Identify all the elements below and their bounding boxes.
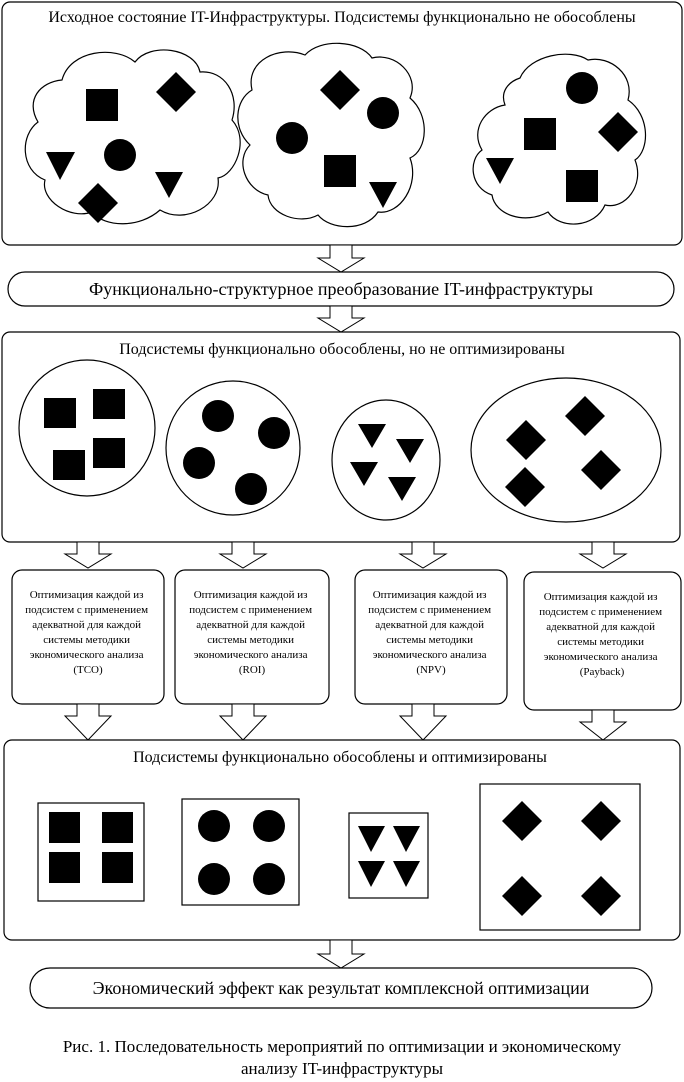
square-shape	[324, 155, 356, 187]
circle-shape	[198, 863, 230, 895]
optimization-text-line: подсистем с применением	[368, 604, 492, 616]
optimization-box-roi	[175, 570, 329, 704]
circle-shape	[104, 139, 136, 171]
circle-shape	[367, 97, 399, 129]
circle-shape	[258, 417, 290, 449]
square-subsystem-ellipse	[19, 360, 155, 496]
optimization-text-line: (Payback)	[579, 666, 625, 678]
optimization-text-line: системы методики	[386, 634, 474, 646]
down-arrow	[220, 704, 266, 740]
circle-shape	[198, 810, 230, 842]
optimization-text-line: системы методики	[43, 634, 131, 646]
down-arrow	[400, 704, 446, 740]
optimization-text-line: Оптимизация каждой из	[543, 591, 658, 603]
optimization-box-tco	[12, 570, 164, 704]
down-arrow	[318, 940, 364, 968]
separated-title: Подсистемы функционально обособлены, но не оптимизированы	[119, 341, 565, 358]
optimization-text-line: экономического анализа	[543, 651, 658, 663]
optimization-text-line: подсистем с применением	[25, 604, 149, 616]
optimization-text-line: подсистем с применением	[189, 604, 313, 616]
down-arrow	[220, 542, 266, 568]
optimization-text-line: (ROI)	[238, 664, 266, 676]
triangle-subsystem-ellipse	[332, 400, 440, 520]
optimization-text-line: (NPV)	[416, 664, 446, 676]
optimization-text-line: системы методики	[557, 636, 645, 648]
optimization-text-line: подсистем с применением	[539, 606, 663, 618]
square-shape	[93, 389, 125, 419]
optimization-text-line: экономического анализа	[372, 649, 487, 661]
optimization-text-line: адекватной для каждой	[375, 619, 484, 631]
down-arrow	[318, 245, 364, 272]
separated-section	[2, 332, 680, 542]
square-shape	[44, 398, 76, 428]
square-shape	[49, 852, 80, 883]
down-arrow	[318, 306, 364, 332]
square-shape	[53, 450, 85, 480]
square-shape	[93, 438, 125, 468]
diamond-subsystem-ellipse	[471, 378, 661, 522]
down-arrow	[400, 542, 446, 568]
optimization-text-line: экономического анализа	[29, 649, 144, 661]
down-arrow	[65, 704, 111, 740]
circle-shape	[253, 810, 285, 842]
square-shape	[566, 170, 598, 202]
circle-shape	[202, 400, 234, 432]
down-arrow	[580, 542, 626, 568]
circle-shape	[183, 447, 215, 479]
down-arrow	[580, 710, 626, 740]
optimization-text-line: Оптимизация каждой из	[372, 589, 487, 601]
caption-line-2: анализу IT-инфраструктуры	[240, 1059, 444, 1078]
circle-shape	[235, 473, 267, 505]
caption-line-1: Рис. 1. Последовательность мероприятий по оптимизации и экономическому	[62, 1037, 622, 1056]
optimization-text-line: системы методики	[207, 634, 295, 646]
result-label: Экономический эффект как результат комплексной оптимизации	[92, 978, 590, 998]
circle-shape	[566, 72, 598, 104]
circle-shape	[276, 122, 308, 154]
initial-state-title: Исходное состояние IT-Инфраструктуры. Подсистемы функционально не обособлены	[48, 9, 636, 26]
optimized-title: Подсистемы функционально обособлены и оптимизированы	[133, 749, 547, 766]
optimization-text-line: Оптимизация каждой из	[29, 589, 144, 601]
square-shape	[102, 852, 133, 883]
diamond-subsystem-frame	[480, 784, 640, 930]
figure-caption	[0, 1036, 684, 1080]
circle-shape	[253, 863, 285, 895]
optimization-text-line: адекватной для каждой	[32, 619, 141, 631]
down-arrow	[65, 542, 111, 568]
square-shape	[102, 812, 133, 843]
optimized-section	[4, 740, 680, 940]
circle-subsystem-ellipse	[166, 381, 300, 515]
square-shape	[86, 89, 118, 121]
optimization-text-line: Оптимизация каждой из	[193, 589, 308, 601]
square-shape	[524, 118, 556, 150]
optimization-text-line: адекватной для каждой	[546, 621, 655, 633]
initial-state-section	[2, 2, 682, 245]
optimization-text-line: адекватной для каждой	[196, 619, 305, 631]
circle-subsystem-frame	[182, 799, 299, 905]
transformation-label: Функционально-структурное преобразование IT-инфраструктуры	[89, 279, 593, 299]
square-shape	[49, 812, 80, 843]
triangle-subsystem-frame	[349, 813, 428, 898]
optimization-text-line: (TCO)	[73, 664, 103, 676]
optimization-box-payback	[524, 572, 681, 710]
optimization-box-npv	[355, 570, 507, 704]
optimization-text-line: экономического анализа	[193, 649, 308, 661]
